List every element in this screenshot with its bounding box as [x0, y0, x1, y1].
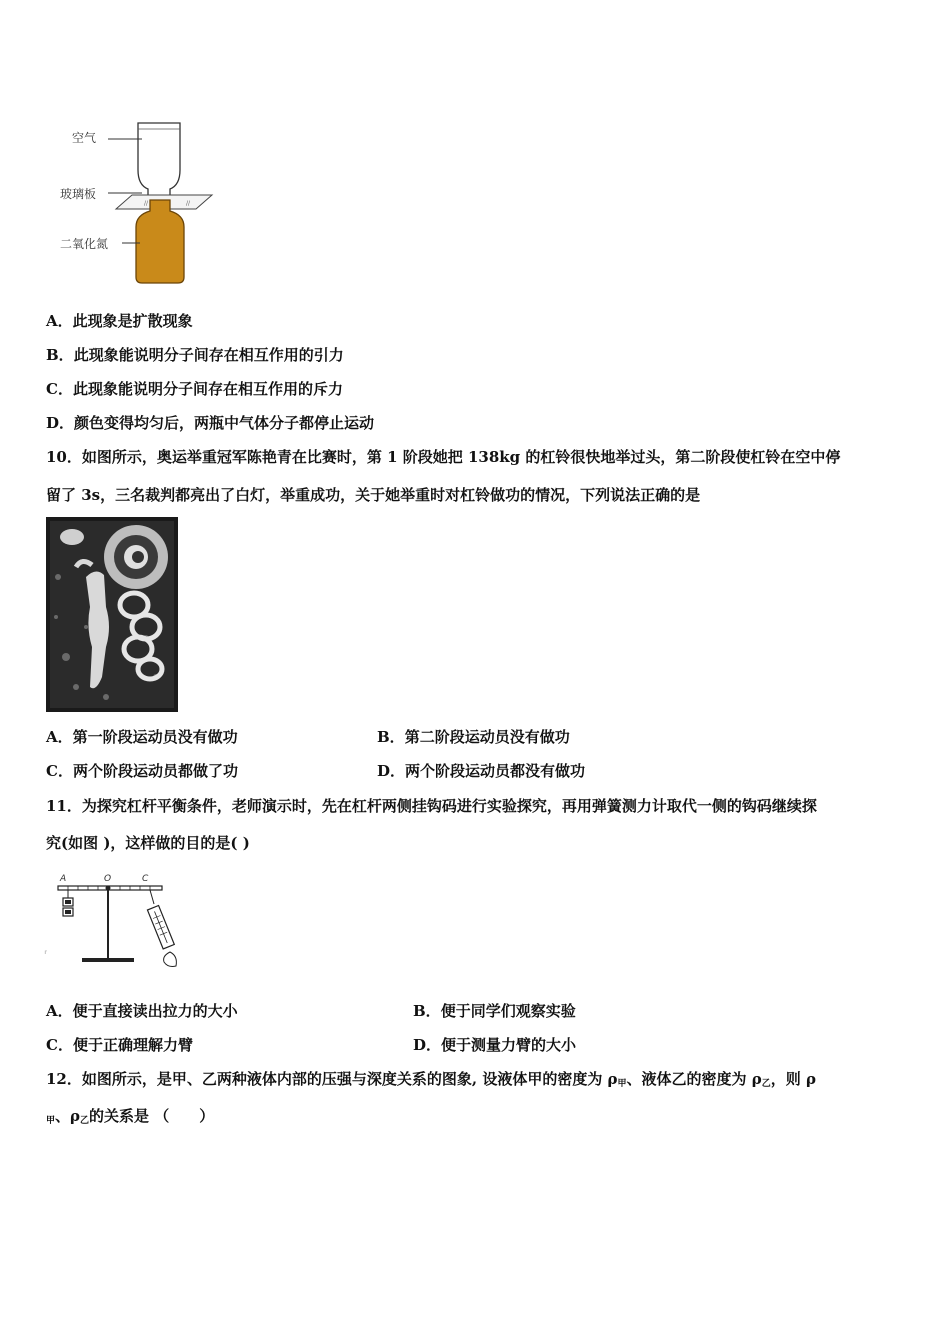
lever-label-o: O — [104, 874, 112, 884]
q12-text-part4: 、ρ — [55, 1107, 80, 1125]
q9-option-c — [46, 379, 343, 399]
option-text: 便于直接读出拉力的大小 — [72, 1002, 238, 1020]
lever-label-c: C — [142, 874, 149, 884]
option-letter: A． — [46, 312, 73, 330]
subscript-yi: 乙 — [80, 1116, 90, 1126]
option-letter: B． — [413, 1002, 441, 1020]
option-text: 此现象能说明分子间存在相互作用的斥力 — [72, 380, 343, 398]
weightlifter-photo — [46, 517, 178, 712]
option-text: 第一阶段运动员没有做功 — [72, 728, 238, 746]
option-letter: C． — [46, 380, 73, 398]
option-text: 颜色变得均匀后，两瓶中气体分子都停止运动 — [74, 414, 375, 432]
q12-text-part1: 12．如图所示，是甲、乙两种液体内部的压强与深度关系的图象, 设液体甲的密度为 ρ — [46, 1070, 618, 1088]
option-letter: D． — [46, 414, 75, 432]
q9-option-d — [46, 413, 374, 433]
option-text: 便于测量力臂的大小 — [441, 1036, 577, 1054]
label-no2: 二氧化氮 — [60, 237, 109, 251]
subscript-jia: 甲 — [617, 1079, 627, 1089]
option-letter: B． — [46, 346, 74, 364]
q11-stem-line2: 究(如图 )，这样做的目的是( ) — [46, 834, 250, 852]
option-letter: C． — [46, 1036, 73, 1054]
q12-text-part2: 、液体乙的密度为 ρ — [626, 1070, 762, 1088]
option-letter: B． — [377, 728, 405, 746]
q10-stem-line2: 留了 3s，三名裁判都亮出了白灯，举重成功，关于她举重时对杠铃做功的情况，下列说法正确的是 — [46, 486, 701, 504]
option-letter: D． — [377, 762, 406, 780]
q10-option-b — [377, 727, 570, 747]
option-text: 便于同学们观察实验 — [440, 1002, 576, 1020]
label-air: 空气 — [72, 131, 97, 145]
option-text: 此现象能说明分子间存在相互作用的引力 — [73, 346, 344, 364]
q10-stem-line1: 10．如图所示，奥运举重冠军陈艳青在比赛时，第 1 阶段她把 138kg 的杠铃很快地举过头，第二阶段使杠铃在空中停 — [46, 448, 841, 466]
subscript-jia: 甲 — [46, 1116, 56, 1126]
option-letter: A． — [46, 728, 73, 746]
q11-option-d — [413, 1035, 576, 1055]
q9-option-a — [46, 311, 193, 331]
weightlifter-image — [46, 517, 178, 712]
option-text: 第二阶段运动员没有做功 — [404, 728, 570, 746]
q10-option-c — [46, 761, 238, 781]
q12-text-part5: 的关系是 （ ） — [89, 1107, 215, 1125]
q12-stem-line1 — [46, 1069, 816, 1094]
q10-option-d — [377, 761, 585, 781]
q12-text-part3: ，则 ρ — [770, 1070, 816, 1088]
option-text: 此现象是扩散现象 — [72, 312, 193, 330]
option-letter: C． — [46, 762, 73, 780]
q11-option-b — [413, 1001, 576, 1021]
lever-label-a: A — [60, 874, 67, 884]
q11-option-c — [46, 1035, 193, 1055]
q11-stem-line1: 11．为探究杠杆平衡条件，老师演示时，先在杠杆两侧挂钩码进行实验探究，再用弹簧测力计取代一侧的钩码继续探 — [46, 797, 817, 815]
q11-option-a — [46, 1001, 238, 1021]
option-text: 两个阶段运动员都没有做功 — [405, 762, 586, 780]
lever-diagram — [44, 872, 194, 972]
svg-text:⸢: ⸢ — [44, 950, 48, 961]
q9-option-b — [46, 345, 344, 365]
svg-text://: // — [144, 200, 149, 207]
lever-figure — [44, 872, 194, 972]
option-text: 两个阶段运动员都做了功 — [72, 762, 238, 780]
subscript-yi: 乙 — [761, 1079, 771, 1089]
q12-stem-line2 — [46, 1106, 214, 1131]
option-text: 便于正确理解力臂 — [72, 1036, 193, 1054]
option-letter: A． — [46, 1002, 73, 1020]
option-letter: D． — [413, 1036, 442, 1054]
bottles-figure — [58, 115, 218, 290]
label-glass-plate: 玻璃板 — [60, 187, 97, 201]
svg-text://: // — [186, 200, 191, 207]
q10-option-a — [46, 727, 238, 747]
